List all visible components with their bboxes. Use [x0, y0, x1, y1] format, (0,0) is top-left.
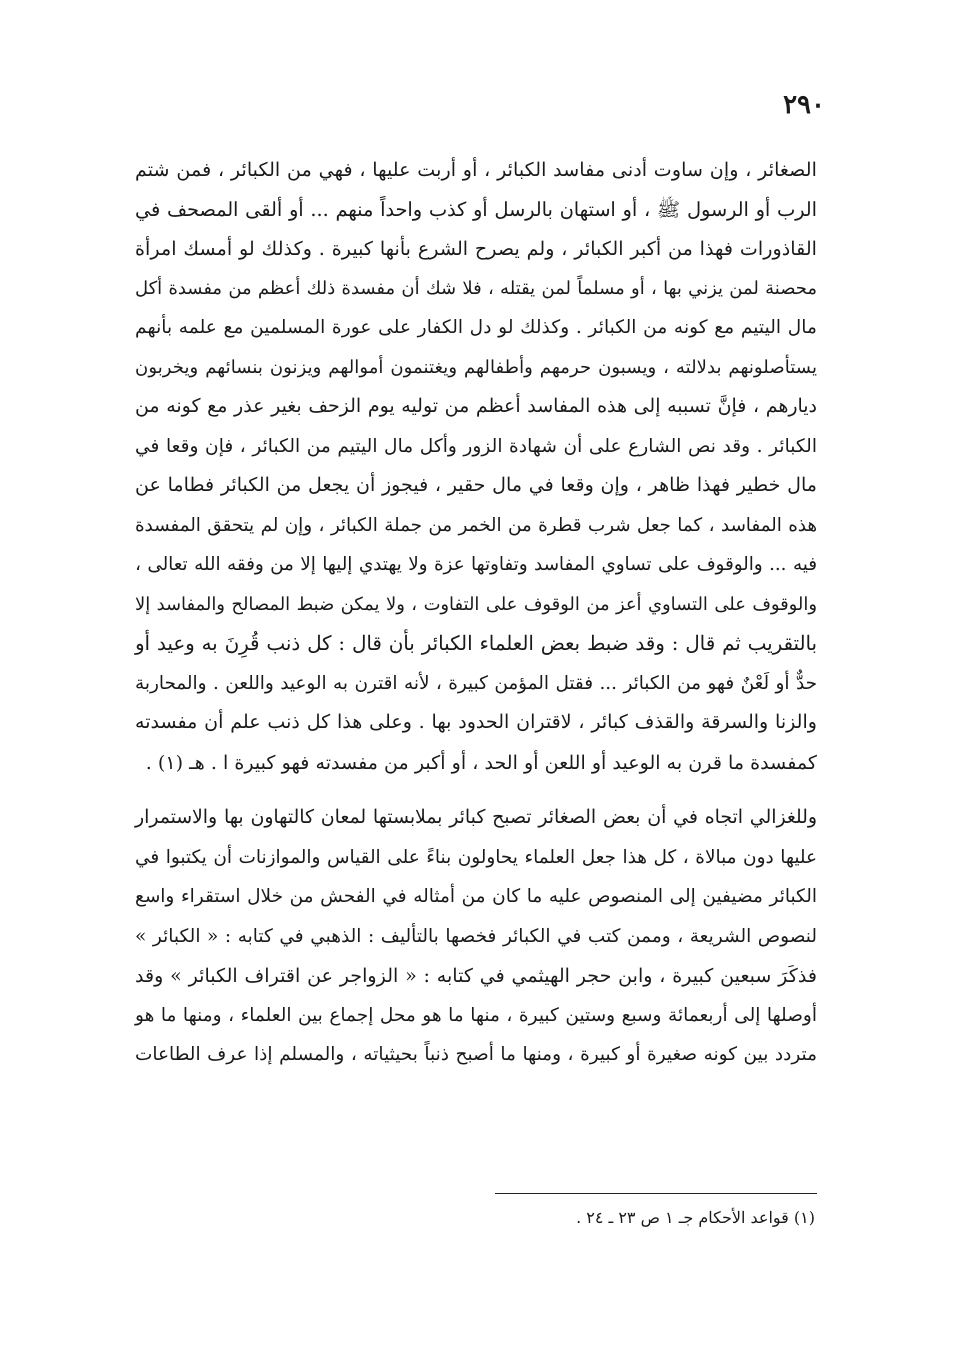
text-line: لنصوص الشريعة ، وممن كتب في الكبائر فخصها بالتأليف : الذهبي في كتابه : « الكبائر » [135, 925, 817, 947]
text-line: القاذورات فهذا من أكبر الكبائر ، ولم يصرح الشرع بأنها كبيرة . وكذلك لو أمسك امرأة [135, 237, 817, 260]
footnote: (١) قواعد الأحكام جـ ١ ص ٢٣ ـ ٢٤ . [576, 1208, 815, 1227]
text-line: حدٌّ أو لَعْنٌ فهو من الكبائر ... فقتل المؤمن كبيرة ، لأنه اقترن به الوعيد واللعن . والمحاربة [135, 672, 817, 694]
text-line: والوقوف على التساوي أعز من الوقوف على التفاوت ، ولا يمكن ضبط المصالح والمفاسد إلا [135, 593, 817, 615]
text-line: مال اليتيم مع كونه من الكبائر . وكذلك لو دل الكفار على عورة المسلمين مع علمه بأنهم [135, 317, 817, 338]
paragraph-1 [135, 150, 817, 782]
text-line: محصنة لمن يزني بها ، أو مسلماً لمن يقتله ، فلا شك أن مفسدة ذلك أعظم من مفسدة أكل [135, 277, 817, 299]
text-line: الكبائر مضيفين إلى المنصوص عليه ما كان من أمثاله في الفحش من خلال استقراء واسع [135, 886, 817, 907]
text-line: عليها دون مبالاة ، كل هذا جعل العلماء يحاولون بناءً على القياس والموازنات أن يكتبوا في [135, 846, 817, 868]
text-line: الصغائر ، وإن ساوت أدنى مفاسد الكبائر ، أو أربت عليها ، فهي من الكبائر ، فمن شتم [135, 158, 817, 181]
text-line: الكبائر . وقد نص الشارع على أن شهادة الزور وأكل مال اليتيم من الكبائر ، فإن وقعا في [135, 435, 817, 457]
text-line: كمفسدة ما قرن به الوعيد أو اللعن أو الحد ، أو أكبر من مفسدته فهو كبيرة ا . هـ (١) . [145, 750, 817, 774]
text-line: فيه ... والوقوف على تساوي المفاسد وتفاوتها عزة ولا يهتدي إليها إلا من وفقه الله تعالى ، [135, 554, 817, 575]
page-number: ٢٩٠ [783, 90, 825, 120]
text-line: أوصلها إلى أربعمائة وسبع وستين كبيرة ، منها ما هو محل إجماع بين العلماء ، ومنها ما هو [135, 1004, 817, 1026]
body-text [135, 150, 817, 1075]
text-line: وللغزالي اتجاه في أن بعض الصغائر تصبح كبائر بملابستها لمعان كالتهاون بها والاستمرار [135, 807, 817, 828]
text-line: الرب أو الرسول ﷺ ، أو استهان بالرسل أو كذب واحداً منهم ... أو ألقى المصحف في [135, 197, 817, 221]
paragraph-2 [135, 798, 817, 1075]
text-line: متردد بين كونه صغيرة أو كبيرة ، ومنها ما أصبح ذنباً بحيثياته ، والمسلم إذا عرف الطاعات [135, 1044, 817, 1065]
text-line: مال خطير فهذا ظاهر ، وإن وقعا في مال حقير ، فيجوز أن يجعل من الكبائر فطاما عن [135, 474, 817, 496]
text-line: والزنا والسرقة والقذف كبائر ، لاقتران الحدود بها . وعلى هذا كل ذنب علم أن مفسدته [135, 711, 817, 733]
text-line: ديارهم ، فإنَّ تسببه إلى هذه المفاسد أعظم من توليه يوم الزحف بغير عذر مع كونه من [135, 395, 817, 417]
text-line: فذكَرَ سبعين كبيرة ، وابن حجر الهيثمي في كتابه : « الزواجر عن اقتراف الكبائر » وقد [135, 964, 817, 987]
text-line: هذه المفاسد ، كما جعل شرب قطرة من الخمر من جملة الكبائر ، وإن لم يتحقق المفسدة [135, 514, 817, 536]
footnote-divider [495, 1193, 817, 1194]
text-line: بالتقريب ثم قال : وقد ضبط بعض العلماء الكبائر بأن قال : كل ذنب قُرِنَ به وعيد أو [135, 632, 817, 655]
text-line: يستأصلونهم بدلالته ، ويسبون حرمهم وأطفالهم ويغتنمون أموالهم ويزنون بنسائهم ويخربون [135, 356, 817, 378]
